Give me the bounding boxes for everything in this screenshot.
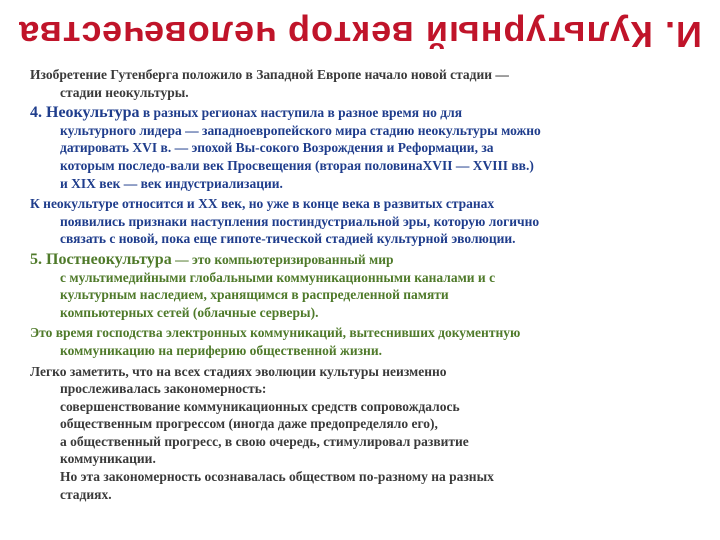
text-line: общественным прогрессом (иногда даже предопределяло его), <box>60 416 438 432</box>
paragraph-electronic-era <box>30 324 700 359</box>
text-line: Изобретение Гутенберга положило в Западной Европе начало новой стадии — <box>30 67 509 82</box>
heading-postneoculture: 5. Постнеокультура <box>30 250 172 268</box>
text-line: коммуникацию на периферию общественной жизни. <box>60 342 382 358</box>
text-line: стадиях. <box>60 486 112 502</box>
text-line: с мультимедийными глобальными коммуникационными каналами и с <box>60 269 496 285</box>
text-line: К неокультуре относится и XX век, но уже в конце века в развитых странах <box>30 196 495 212</box>
slide-body <box>30 66 700 503</box>
paragraph-twentieth-century <box>30 195 700 248</box>
text-fragment: — это компьютеризированный мир <box>171 251 394 267</box>
text-fragment: в разных регионах наступила в разное время но для <box>139 105 462 121</box>
paragraph-postneoculture <box>30 251 700 321</box>
heading-neoculture: 4. Неокультура <box>30 104 140 122</box>
text-line <box>30 104 700 122</box>
text-line: Но эта закономерность осознавалась обществом по-разному на разных <box>60 469 494 485</box>
text-line: появились признаки наступления постиндустриальной эры, которую логично <box>60 213 540 229</box>
paragraph-neoculture <box>30 104 700 192</box>
text-line: культурным наследием, хранящимся в распределенной памяти <box>60 287 449 303</box>
slide-title: И. Культурный вектор человечества <box>18 14 702 55</box>
text-line <box>30 251 700 269</box>
text-line: и XIX век — век индустриализации. <box>60 175 283 191</box>
text-line: которым последо-вали век Просвещения (вторая половинаXVII — XVIII вв.) <box>60 157 534 173</box>
text-line: прослеживалась закономерность: <box>60 381 267 397</box>
paragraph-conclusion <box>30 363 700 504</box>
text-line: совершенствование коммуникационных средств сопровождалось <box>60 398 460 414</box>
text-line: стадии неокультуры. <box>60 84 189 100</box>
text-line: коммуникации. <box>60 451 156 467</box>
text-line: а общественный прогресс, в свою очередь, стимулировал развитие <box>60 433 469 449</box>
text-line: культурного лидера — западноевропейского мира стадию неокультуры можно <box>60 122 541 138</box>
paragraph-gutenberg <box>30 66 700 101</box>
text-line: Легко заметить, что на всех стадиях эволюции культуры неизменно <box>30 363 447 379</box>
text-line: датировать XVI в. — эпохой Вы-сокого Возрождения и Реформации, за <box>60 140 494 156</box>
text-line: компьютерных сетей (облачные серверы). <box>60 304 319 320</box>
text-line: Это время господства электронных коммуникаций, вытеснивших документную <box>30 325 521 341</box>
text-line: связать с новой, пока еще гипоте-тической стадией культурной эволюции. <box>60 231 516 247</box>
